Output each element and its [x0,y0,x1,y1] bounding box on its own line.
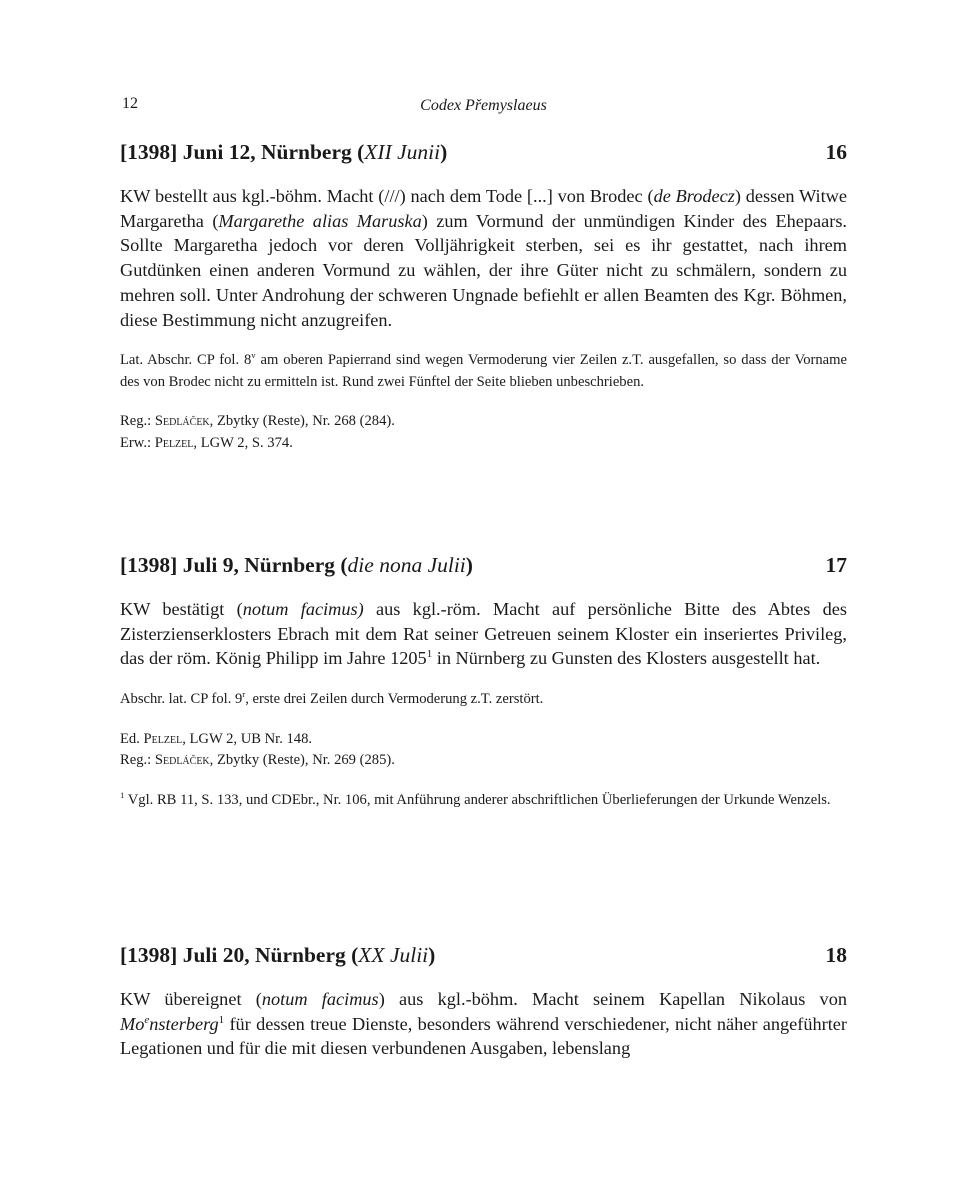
entry-number: 17 [825,553,847,577]
entry-heading [120,553,847,583]
entry-regest: KW übereignet (notum facimus) aus kgl.-böhm. Macht seinem Kapellan Nikolaus von Mo$^e$nsterberg$^1$ für dessen treue Dienste, besonders während verschiedener, nicht näher angeführter Legationen und für die mit diesen verbundenen Ausgaben, lebenslang [120,989,847,1059]
entry-heading-text: [1398] Juni 12, Nürnberg (XII Junii) [120,140,448,164]
footnote: $^1$ Vgl. RB 11, S. 133, und CDEbr., Nr. 106, mit Anführung anderer abschriftlichen Überlieferungen der Urkunde Wenzels. [120,789,831,808]
source-note: Lat. Abschr. CP fol. 8$^v$ am oberen Papierrand sind wegen Vermoderung vier Zeilen z.T. ausgefallen, so dass der Vorname des von Brodec nicht zu ermitteln ist. Rund zwei Fünftel der Seite blieben unbeschrieben. [120,350,847,390]
entry-17 [120,553,847,811]
entry-heading [120,140,847,170]
references: Reg.: Sedláček, Zbytky (Reste), Nr. 268 (284). Erw.: Pelzel, LGW 2, S. 374. [120,413,395,451]
page-number: 12 [122,95,138,112]
entry-heading-text: [1398] Juli 20, Nürnberg (XX Julii) [120,943,436,967]
entry-heading-text: [1398] Juli 9, Nürnberg (die nona Julii) [120,553,473,577]
entry-16 [120,140,847,454]
source-note: Abschr. lat. CP fol. 9$^r$, erste drei Zeilen durch Vermoderung z.T. zerstört. [120,689,544,708]
entry-18 [120,943,847,1061]
references: Ed. Pelzel, LGW 2, UB Nr. 148. Reg.: Sedláček, Zbytky (Reste), Nr. 269 (285). [120,730,395,769]
running-header [120,95,847,119]
entry-heading [120,943,847,973]
entry-regest: KW bestätigt (notum facimus) aus kgl.-röm. Macht auf persönliche Bitte des Abtes des Zisterzienserklosters Ebrach mit dem Rat seiner Getreuen seinem Kloster ein inseriertes Privileg, das der röm. König Philipp im Jahre 1205$^1$ in Nürnberg zu Gunsten des Klosters ausgestellt hat. [120,599,848,669]
entry-number: 18 [825,943,847,967]
running-title: Codex Přemyslaeus [420,97,547,114]
entry-number: 16 [825,140,847,164]
entry-regest: KW bestellt aus kgl.-böhm. Macht (///) nach dem Tode [...] von Brodec (de Brodecz) dessen Witwe Margaretha (Margarethe alias Maruska) zum Vormund der unmündigen Kinder des Ehepaars. Sollte Margaretha jedoch vor deren Volljährigkeit sterben, sei es ihr gestattet, nach ihrem Gutdünken einen anderen Vormund zu wählen, der ihre Güter nicht zu schmälern, sondern zu mehren soll. Unter Androhung der schweren Ungnade befiehlt er allen Beamten des Kgr. Böhmen, diese Bestimmung nicht anzugreifen. [120,186,848,330]
